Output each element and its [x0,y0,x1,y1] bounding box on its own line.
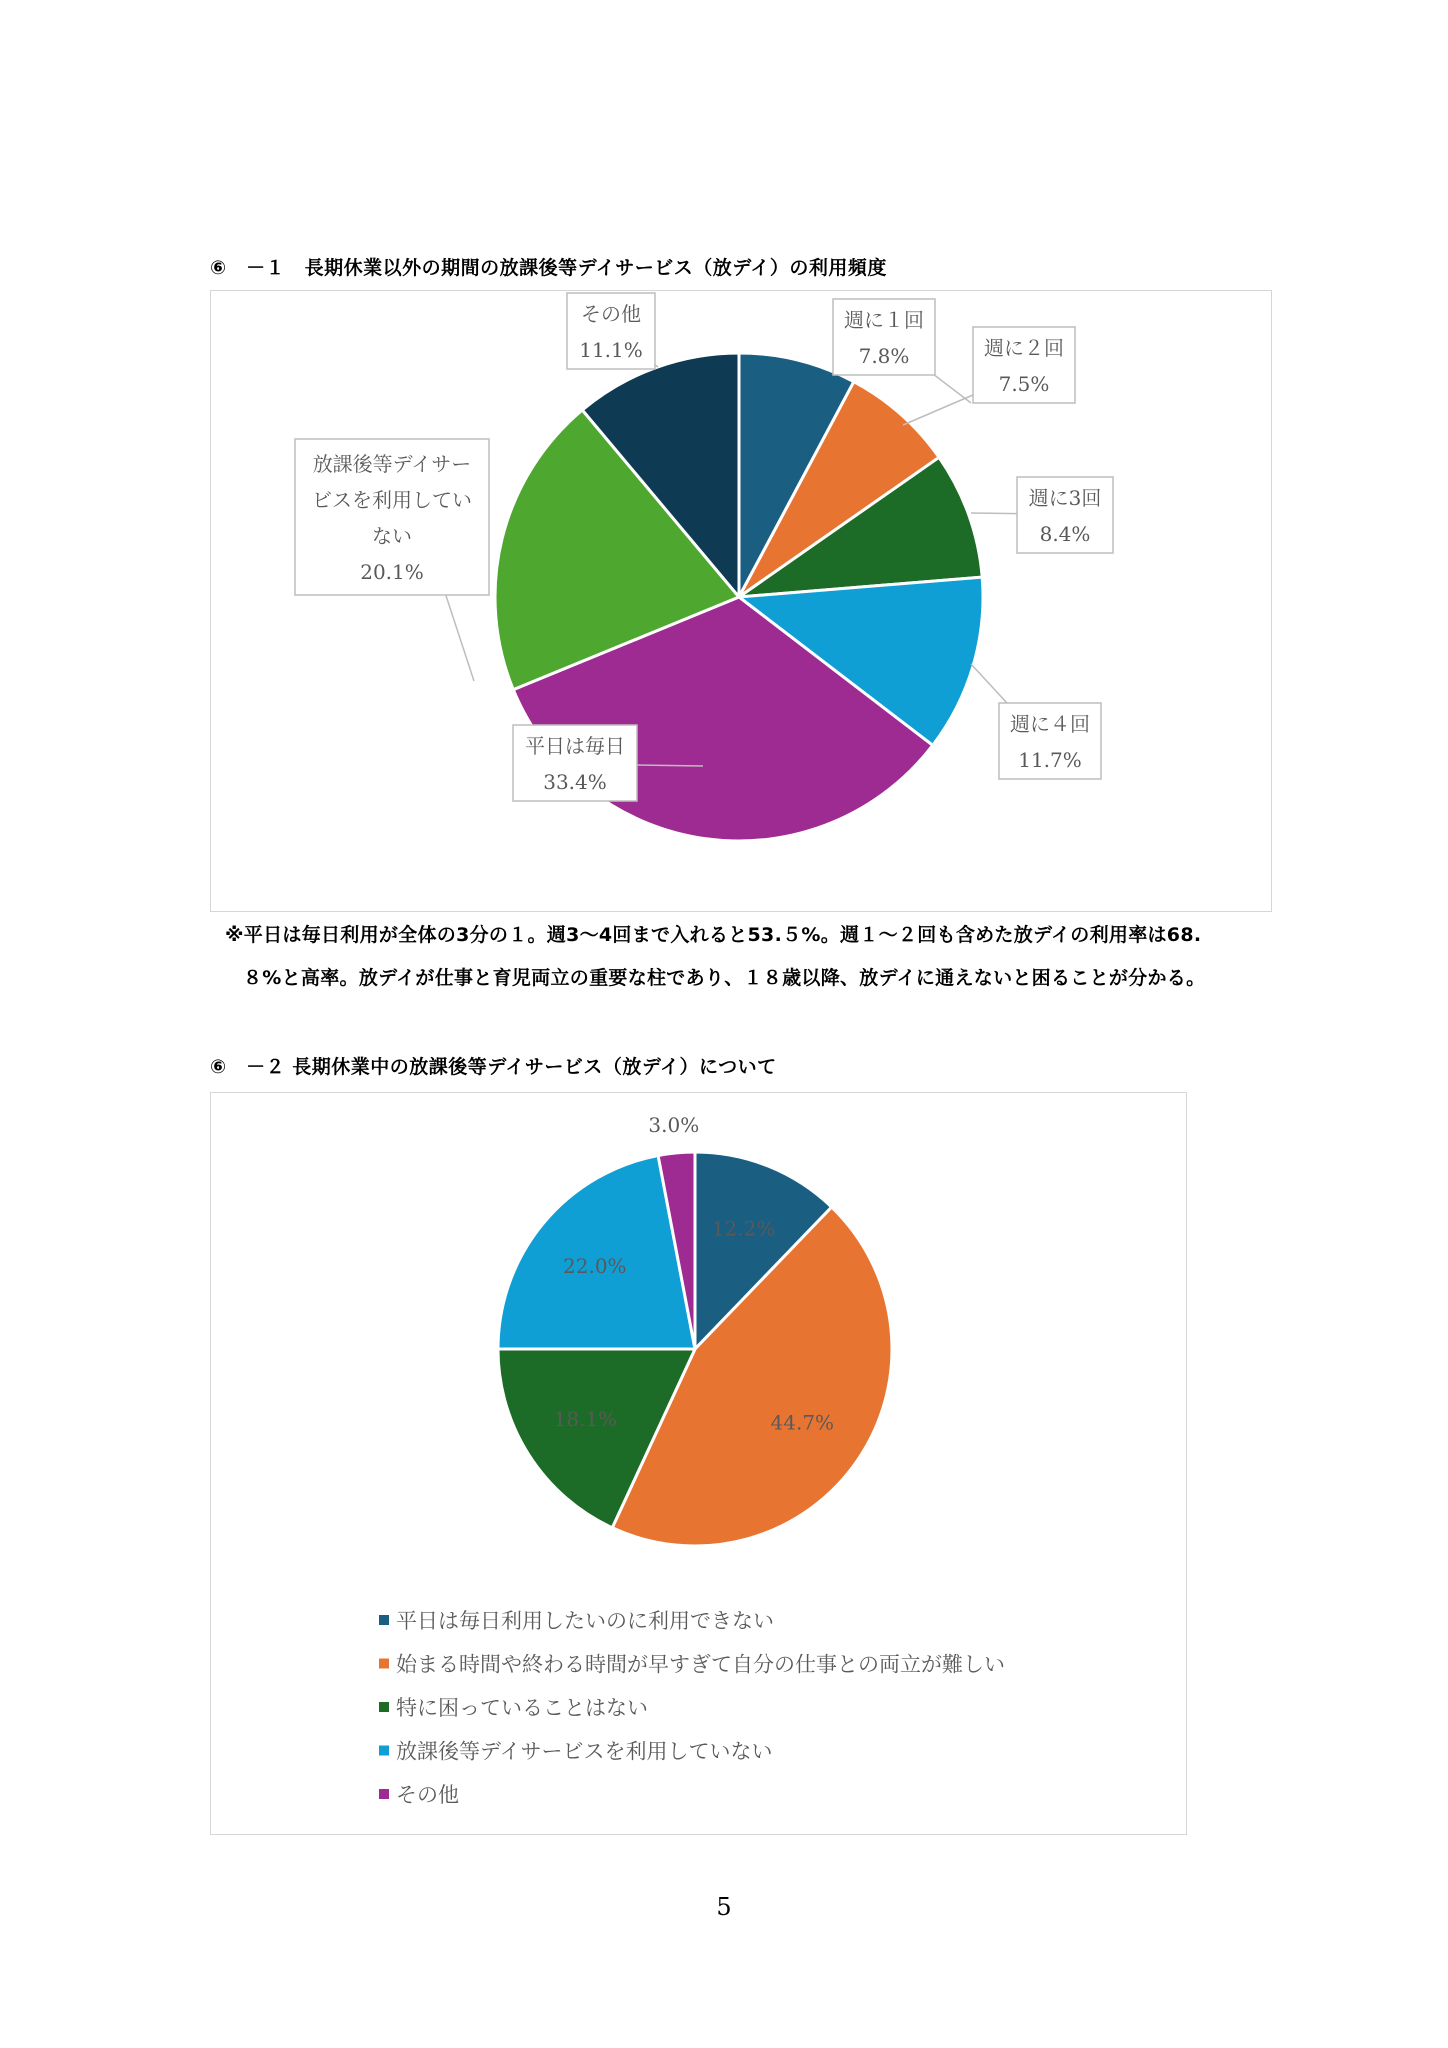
chart2-value-label-0: 12.2% [711,1216,776,1241]
chart1-callout-text: 7.8% [858,343,910,368]
chart1-callout-text: 平日は毎日 [525,733,625,758]
chart2-value-label-4: 3.0% [648,1113,700,1137]
chart1-callout-text: 11.1% [579,337,643,362]
page-number: 5 [716,1893,732,1921]
chart1-note-line2: ８%と高率。放デイが仕事と育児両立の重要な柱であり、１８歳以降、放デイに通えないと困ることが分かる。 [243,967,1206,989]
chart1-callout-2 [971,477,1113,553]
chart1-callout-text: ない [372,523,412,548]
chart2-legend-swatch-3 [379,1746,389,1756]
chart2-legend-label-0: 平日は毎日利用したいのに利用できない [396,1609,774,1633]
chart1-callout-text: 11.7% [1018,747,1082,772]
chart2-legend-label-1: 始まる時間や終わる時間が早すぎて自分の仕事との両立が難しい [396,1652,1005,1677]
chart1-callout-text: 7.5% [998,371,1050,396]
chart1-callout-5 [295,439,489,681]
chart1-callout-text: 週に２回 [984,335,1064,360]
chart2-legend-label-3: 放課後等デイサービスを利用していない [396,1739,773,1764]
chart2-value-label-2: 18.1% [553,1407,618,1431]
chart2-frame [210,1092,1187,1835]
chart1-callout-text: 週に４回 [1010,711,1090,736]
chart1-callout-text: 週に3回 [1028,485,1102,510]
chart2-value-label-1: 44.7% [770,1410,835,1435]
chart2-legend-swatch-0 [379,1615,389,1625]
chart1-callout-6 [567,293,658,369]
chart1-callout-text: その他 [581,301,641,326]
chart1-callout-text: 放課後等デイサー [312,451,472,476]
chart1-callout-text: 8.4% [1039,521,1091,546]
chart2-legend-label-2: 特に困っていることはない [396,1696,648,1720]
chart1-callout-text: 33.4% [543,769,607,794]
chart2-legend-swatch-4 [379,1789,389,1799]
chart2-value-label-3: 22.0% [563,1254,627,1279]
chart1-frame [210,290,1272,912]
chart1-callout-text: 週に１回 [844,307,924,332]
chart2-legend-label-4: その他 [396,1783,459,1807]
chart1-pie [211,291,1271,911]
section2-heading: ⑥ －２ 長期休業中の放課後等デイサービス（放デイ）について [210,1056,777,1078]
section1-heading: ⑥ －１ 長期休業以外の期間の放課後等デイサービス（放デイ）の利用頻度 [210,257,887,279]
chart1-callout-text: 20.1% [360,559,424,584]
chart1-note-line1: ※平日は毎日利用が全体の3分の１。週3～4回まで入れると53.５%。週１～２回も含めた放デイの利用率は68. [225,924,1202,946]
chart2-pie [211,1093,1186,1834]
chart1-callout-text: ビスを利用してい [312,487,472,512]
chart2-legend-swatch-2 [379,1702,389,1712]
chart2-legend-swatch-1 [379,1659,389,1669]
chart1-callout-3 [971,664,1101,779]
